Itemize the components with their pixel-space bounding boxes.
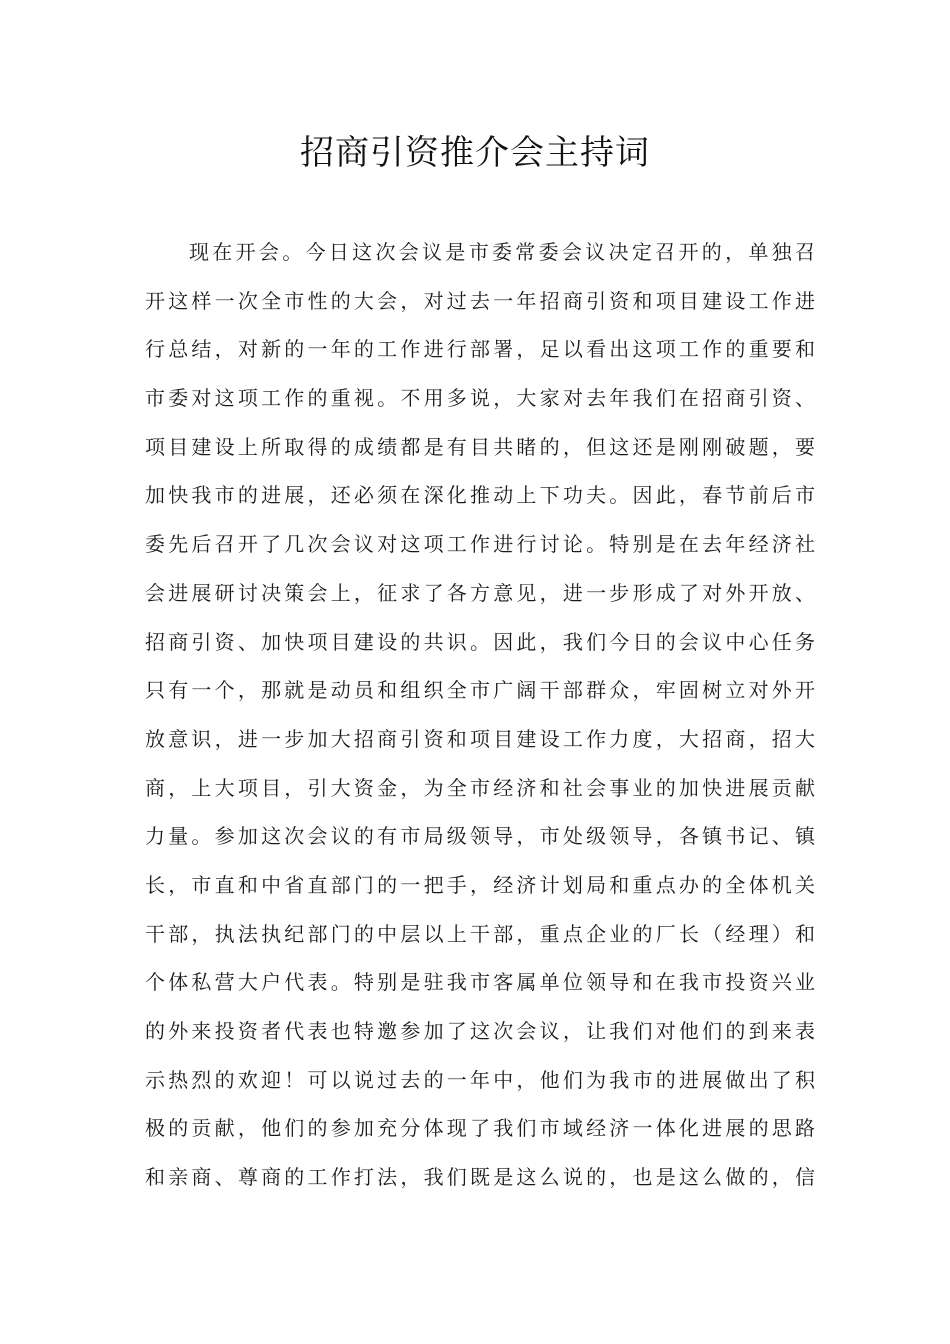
body-line: 力量。参加这次会议的有市局级领导，市处级领导，各镇书记、镇	[145, 824, 815, 849]
body-line: 商，上大项目，引大资金，为全市经济和社会事业的加快进展贡献	[145, 775, 815, 800]
body-line: 干部，执法执纪部门的中层以上干部，重点企业的厂长（经理）和	[145, 921, 815, 946]
body-line: 委先后召开了几次会议对这项工作进行讨论。特别是在去年经济社	[145, 532, 815, 557]
body-line: 放意识，进一步加大招商引资和项目建设工作力度，大招商，招大	[145, 726, 815, 751]
body-line: 个体私营大户代表。特别是驻我市客属单位领导和在我市投资兴业	[145, 970, 815, 995]
body-line: 会进展研讨决策会上，征求了各方意见，进一步形成了对外开放、	[145, 580, 815, 605]
body-line: 招商引资、加快项目建设的共识。因此，我们今日的会议中心任务	[145, 629, 815, 654]
document-title: 招商引资推介会主持词	[300, 133, 650, 173]
body-line: 市委对这项工作的重视。不用多说，大家对去年我们在招商引资、	[145, 386, 815, 411]
document-body	[145, 228, 815, 1202]
body-line: 长，市直和中省直部门的一把手，经济计划局和重点办的全体机关	[145, 872, 815, 897]
body-line: 现在开会。今日这次会议是市委常委会议决定召开的，单独召	[189, 240, 815, 264]
body-line: 示热烈的欢迎！可以说过去的一年中，他们为我市的进展做出了积	[145, 1067, 815, 1092]
body-line: 加快我市的进展，还必须在深化推动上下功夫。因此，春节前后市	[145, 483, 815, 508]
body-line: 项目建设上所取得的成绩都是有目共睹的，但这还是刚刚破题，要	[145, 434, 815, 459]
body-line: 只有一个，那就是动员和组织全市广阔干部群众，牢固树立对外开	[145, 678, 815, 703]
body-line: 极的贡献，他们的参加充分体现了我们市域经济一体化进展的思路	[145, 1116, 815, 1141]
body-line: 行总结，对新的一年的工作进行部署，足以看出这项工作的重要和	[145, 337, 815, 362]
body-line: 的外来投资者代表也特邀参加了这次会议，让我们对他们的到来表	[145, 1019, 815, 1043]
body-line: 和亲商、尊商的工作打法，我们既是这么说的，也是这么做的，信	[145, 1165, 815, 1190]
body-line: 开这样一次全市性的大会，对过去一年招商引资和项目建设工作进	[145, 288, 815, 313]
